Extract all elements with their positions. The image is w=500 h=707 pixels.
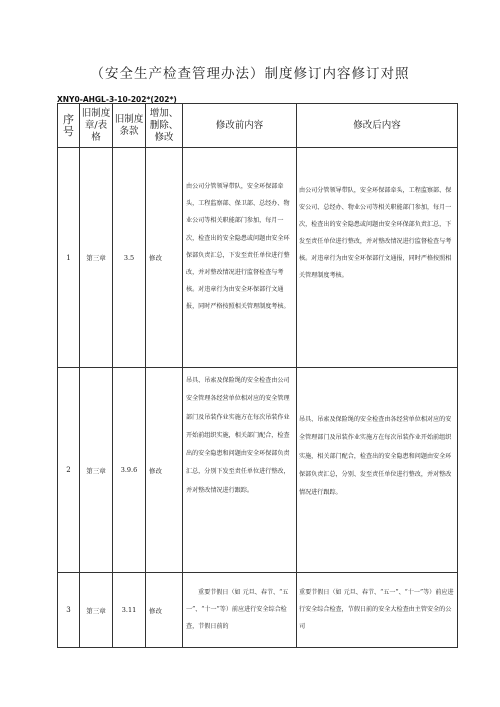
- row-before-cell: [183, 148, 297, 368]
- row-seq: 2: [58, 368, 80, 573]
- row-action: 修改: [146, 573, 183, 648]
- row-before-text: 吊具、吊索及保险绳的安全检查由公司安全管理各经营单位相对应的安全管理部门及吊装作业实施方在每次吊装作业开始前组织实施，相关部门配合，检查出的安全隐患和问题由安全环保部负责汇总，分别下发至责任单位进行整改，并对整改情况进行跟踪。: [186, 377, 290, 494]
- document-number: XNY0-AHGL-3-10-202*(202*): [57, 95, 177, 104]
- header-seq: 序号: [58, 104, 80, 148]
- row-before-cell: [183, 368, 297, 573]
- row-after-cell: [297, 368, 458, 573]
- header-old-chapter: 旧制度章/表格: [80, 104, 113, 148]
- row-before-cell: [183, 573, 297, 648]
- row-chapter: 第三章: [80, 573, 113, 648]
- header-action: 增加、删除、修改: [146, 104, 183, 148]
- table-row: [58, 573, 458, 648]
- row-after-text: 由公司分管领导带队，安全环保部牵头，工程监察部、保安公司、总经办、物业公司等相关职能部门参加，每月一次，检查出的安全隐患或问题由安全环保部负责汇总，下发至责任单位进行整改，并对整改情况进行监督检查与考核。对违章行为由安全环保部行文通报，同时严格按照相关管理制度考核。: [299, 187, 452, 279]
- row-action: 修改: [146, 368, 183, 573]
- row-chapter: 第三章: [80, 368, 113, 573]
- row-chapter: 第三章: [80, 148, 113, 368]
- table-header-row: [58, 104, 458, 148]
- table-row: [58, 368, 458, 573]
- row-action: 修改: [146, 148, 183, 368]
- row-clause: 3.5: [113, 148, 146, 368]
- row-seq: 3: [58, 573, 80, 648]
- revision-table: [57, 103, 458, 648]
- row-clause: 3.9.6: [113, 368, 146, 573]
- row-after-text: 吊具、吊索及保险绳的安全检查由各经营单位相对应的安全管理部门及吊装作业实施方在每次吊装作业开始前组织实施，相关部门配合，检查出的安全隐患和问题由安全环保部负责汇总，分别、发至责任单位进行整改，并对整改情况进行跟踪。: [299, 416, 452, 497]
- row-after-cell: [297, 148, 458, 368]
- row-clause: 3.11: [113, 573, 146, 648]
- row-after-cell: [297, 573, 458, 648]
- header-old-clause: 旧制度条款: [113, 104, 146, 148]
- document-title: （安全生产检查管理办法）制度修订内容修订对照: [90, 66, 410, 82]
- header-before: 修改前内容: [183, 104, 297, 148]
- table-row: [58, 148, 458, 368]
- row-seq: 1: [58, 148, 80, 368]
- row-before-text: 重要节假日（如 元旦、春节、“五一”、“十一”等）前应进行安全综合检查，节假日前的: [186, 589, 289, 630]
- header-after: 修改后内容: [297, 104, 458, 148]
- row-after-text: 重要节假日（如 元旦、春节、“五一”、“十一”等）前应进行安全综合检查，节假日前的安全大检查由主管安全的公司: [299, 589, 454, 630]
- row-before-text: 由公司分管领导带队，安全环保部牵头，工程监察部、保卫部、总经办、物业公司等相关职能部门参加，每月一次，检查出的安全隐患或问题由安全环保部负责汇总，下发至责任单位进行整改，并对整改情况进行监督检查与考核。对违章行为由安全环保部行文通报，同时严格按照相关管理制度考核。: [186, 183, 290, 311]
